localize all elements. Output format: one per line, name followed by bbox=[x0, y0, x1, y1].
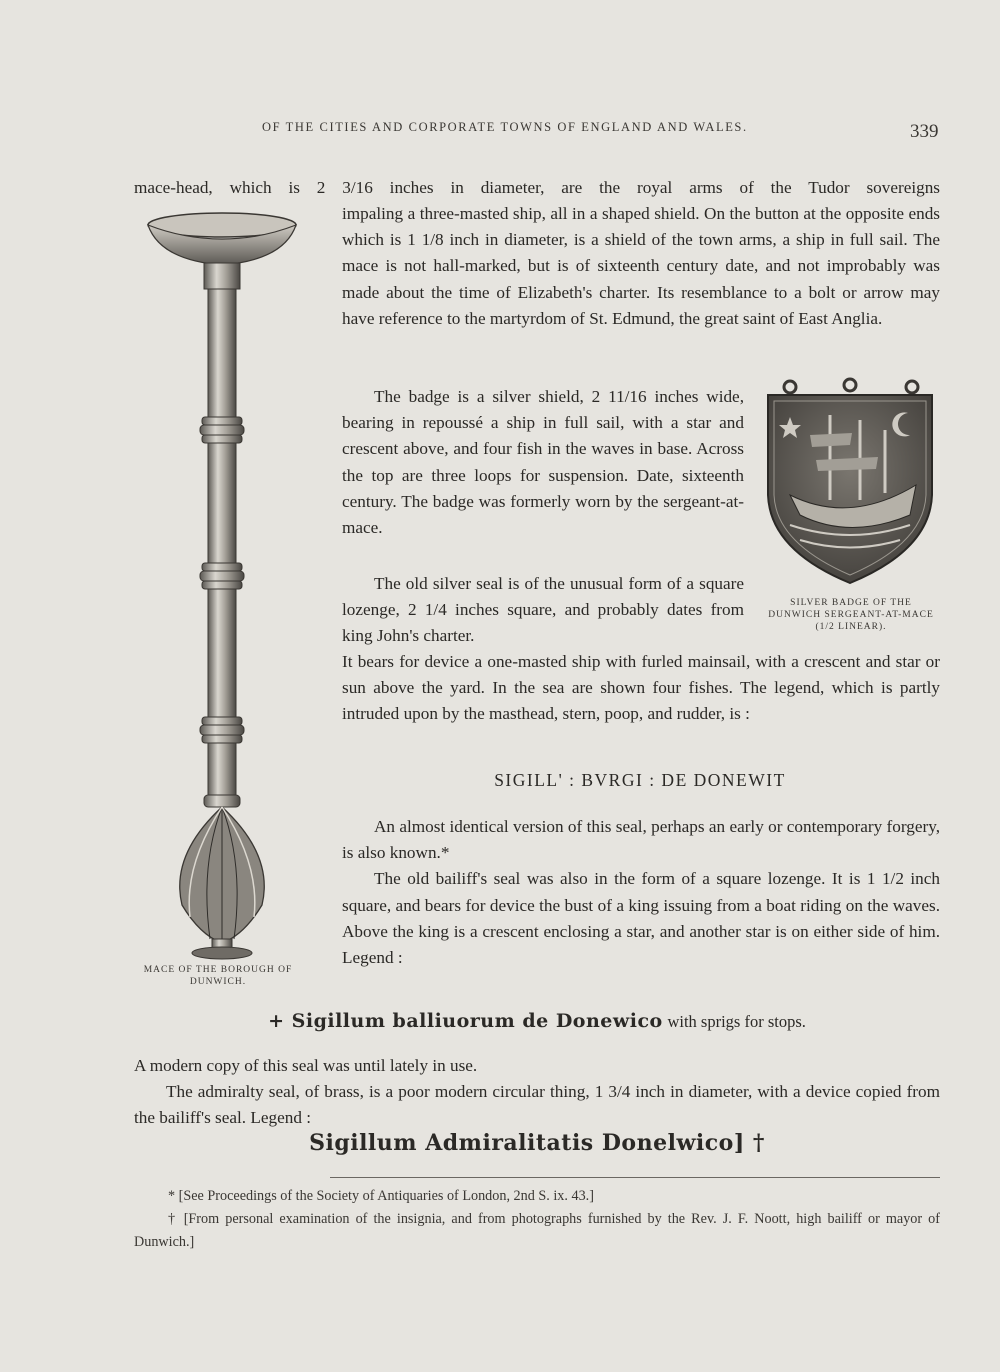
paragraph-6: A modern copy of this seal was until lately in use. bbox=[134, 1056, 478, 1075]
badge-illustration bbox=[760, 375, 940, 590]
paragraph-3a: The old silver seal is of the unusual form of a square lozenge, 2 1/4 inches square, and probably dates from king John's charter. bbox=[342, 574, 744, 646]
badge-caption bbox=[756, 597, 946, 633]
admiralty-legend: Sigillum Admiralitatis Donelwico] † bbox=[309, 1130, 765, 1156]
mace-caption-line-2: DUNWICH. bbox=[189, 977, 247, 987]
footnote-2: † [From personal examination of the insignia, and from photographs furnished by the Rev. J. F. Noott, high bailiff or mayor of Dunwich.] bbox=[134, 1211, 940, 1250]
bailiff-legend: + Sigillum balliuorum de Donewico bbox=[268, 1010, 663, 1032]
badge-caption-line-3: (1/2 LINEAR). bbox=[815, 622, 887, 632]
paragraph-2: The badge is a silver shield, 2 11/16 inches wide, bearing in repoussé a ship in full sail, with a star and crescent above, and four fish in the waves in base. Across the top are three loops for suspension. Date, sixteenth century. The badge was formerly worn by the sergeant-at-mace. bbox=[342, 387, 744, 538]
paragraph-1-body: impaling a three-masted ship, all in a shaped shield. On the button at the opposite ends which is 1 1/8 inch in diameter, is a shield of the town arms, a ship in full sail. The mace is not hall-marked, but is of sixteenth century date, and not improbably was made about the time of Elizabeth's charter. Its resemblance to a bolt or arrow may have reference to the martyrdom of St. Edmund, the great saint of East Anglia. bbox=[342, 204, 940, 328]
footnotes bbox=[134, 1185, 940, 1254]
seal-legend: SIGILL' : BVRGI : DE DONEWIT bbox=[494, 770, 786, 790]
bailiff-legend-line bbox=[134, 1010, 940, 1033]
paragraph-3b: It bears for device a one-masted ship with furled mainsail, with a crescent and star or sun above the yard. In the sea are shown four fishes. The legend, which is partly intruded upon by the masthead, stern, poop, and rudder, is : bbox=[342, 652, 940, 724]
paragraph-3a-block bbox=[342, 571, 744, 650]
bailiff-legend-suffix: with sprigs for stops. bbox=[667, 1012, 806, 1031]
paragraph-3b-block bbox=[342, 649, 940, 728]
mace-caption bbox=[128, 964, 308, 988]
paragraph-4: An almost identical version of this seal, perhaps an early or contemporary forgery, is also known.* bbox=[342, 817, 940, 863]
badge-caption-line-2: DUNWICH SERGEANT-AT-MACE bbox=[768, 610, 934, 620]
paragraphs-4-5-block bbox=[342, 814, 940, 971]
paragraph-2-block bbox=[342, 384, 744, 541]
footnote-rule bbox=[330, 1177, 940, 1178]
paragraphs-6-7-block bbox=[134, 1053, 940, 1132]
footnote-1: * [See Proceedings of the Society of Antiquaries of London, 2nd S. ix. 43.] bbox=[168, 1188, 594, 1204]
mace-illustration bbox=[140, 205, 320, 965]
badge-caption-line-1: SILVER BADGE OF THE bbox=[790, 598, 912, 608]
paragraph-7: The admiralty seal, of brass, is a poor modern circular thing, 1 3/4 inch in diameter, with a device copied from the bailiff's seal. Legend : bbox=[134, 1082, 940, 1128]
paragraph-5: The old bailiff's seal was also in the form of a square lozenge. It is 1 1/2 inch square, and bears for device the bust of a king issuing from a boat riding on the waves. Above the king is a crescent enclosing a star, and another star is on either side of him. Legend : bbox=[342, 869, 940, 968]
mace-caption-line-1: MACE OF THE BOROUGH OF bbox=[143, 965, 293, 975]
paragraph-1-line-1: mace-head, which is 2 3/16 inches in diameter, are the royal arms of the Tudor sovereigns bbox=[134, 178, 940, 197]
running-title: OF THE CITIES AND CORPORATE TOWNS OF ENGLAND AND WALES. bbox=[262, 120, 748, 134]
page-number: 339 bbox=[910, 121, 939, 142]
